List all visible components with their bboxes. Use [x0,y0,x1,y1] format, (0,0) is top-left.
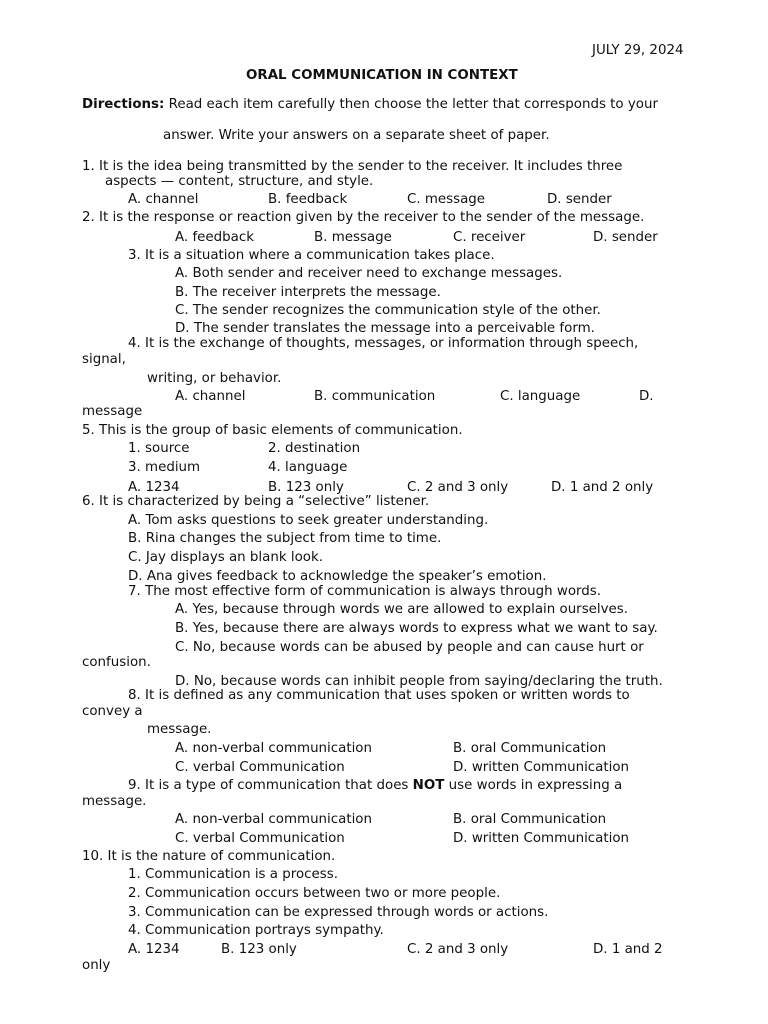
q8-option-b: B. oral Communication [453,741,607,756]
q3-option-c: C. The sender recognizes the communication style of the other. [175,303,601,318]
question-9-text [128,778,622,793]
page-title: ORAL COMMUNICATION IN CONTEXT [246,68,518,83]
q9-option-d: D. written Communication [453,831,630,846]
q10-item-3: 3. Communication can be expressed through words or actions. [128,905,549,920]
q8-option-d: D. written Communication [453,760,630,775]
question-4-text-cont: writing, or behavior. [147,371,282,386]
directions-label: Directions: [82,97,165,112]
q3-option-b: B. The receiver interprets the message. [175,285,441,300]
question-8-text-wrap: convey a [82,704,143,719]
directions-line-1 [82,97,658,112]
q6-option-c: C. Jay displays an blank look. [128,550,323,565]
q10-option-d-wrap: only [82,958,111,973]
q7-option-a: A. Yes, because through words we are allowed to explain ourselves. [175,602,629,617]
q5-item-4: 4. language [268,460,348,475]
q4-option-d-wrap: message [82,404,143,419]
directions-line-2: answer. Write your answers on a separate sheet of paper. [163,128,550,143]
q7-option-b: B. Yes, because there are always words to express what we want to say. [175,621,658,636]
q6-option-d: D. Ana gives feedback to acknowledge the speaker’s emotion. [128,569,547,584]
directions-text: Read each item carefully then choose the letter that corresponds to your [164,97,658,112]
question-9-text-pre: 9. It is a type of communication that does [128,778,413,793]
q4-option-b: B. communication [314,389,436,404]
question-8-text-cont: message. [147,722,212,737]
question-6-text: 6. It is characterized by being a “selective” listener. [82,494,430,509]
q5-option-d: D. 1 and 2 only [551,480,654,495]
q5-item-2: 2. destination [268,441,361,456]
q2-option-b: B. message [314,230,392,245]
q5-item-1: 1. source [128,441,190,456]
question-8-text: 8. It is defined as any communication that uses spoken or written words to [128,688,630,703]
q2-option-c: C. receiver [453,230,526,245]
question-4-text: 4. It is the exchange of thoughts, messages, or information through speech, [128,336,639,351]
question-1-text-cont: aspects — content, structure, and style. [105,174,374,189]
q2-option-a: A. feedback [175,230,254,245]
q9-option-c: C. verbal Communication [175,831,345,846]
q4-option-d: D. [639,389,654,404]
q1-option-d: D. sender [547,192,612,207]
q7-option-c: C. No, because words can be abused by people and can cause hurt or [175,640,644,655]
q5-option-a: A. 1234 [128,480,180,495]
question-1-text: 1. It is the idea being transmitted by the sender to the receiver. It includes three [82,159,623,174]
q3-option-a: A. Both sender and receiver need to exchange messages. [175,266,563,281]
question-7-text: 7. The most effective form of communication is always through words. [128,584,602,599]
q3-option-d: D. The sender translates the message into a perceivable form. [175,321,595,336]
question-5-text: 5. This is the group of basic elements of communication. [82,423,463,438]
question-4-text-wrap: signal, [82,352,126,367]
question-10-text: 10. It is the nature of communication. [82,849,336,864]
q5-item-3: 3. medium [128,460,201,475]
q10-option-c: C. 2 and 3 only [407,942,509,957]
q10-item-4: 4. Communication portrays sympathy. [128,923,384,938]
q6-option-a: A. Tom asks questions to seek greater understanding. [128,513,489,528]
q4-option-c: C. language [500,389,581,404]
q10-option-a: A. 1234 [128,942,180,957]
q10-option-d: D. 1 and 2 [593,942,663,957]
q8-option-a: A. non-verbal communication [175,741,372,756]
q4-option-a: A. channel [175,389,246,404]
q10-option-b: B. 123 only [221,942,297,957]
question-9-text-post: use words in expressing a [444,778,623,793]
q1-option-c: C. message [407,192,486,207]
question-3-text: 3. It is a situation where a communication takes place. [128,248,495,263]
q9-option-b: B. oral Communication [453,812,607,827]
date: JULY 29, 2024 [592,43,684,58]
q10-item-2: 2. Communication occurs between two or more people. [128,886,501,901]
q6-option-b: B. Rina changes the subject from time to time. [128,531,442,546]
q1-option-a: A. channel [128,192,199,207]
question-9-text-wrap: message. [82,794,147,809]
q8-option-c: C. verbal Communication [175,760,345,775]
q5-option-c: C. 2 and 3 only [407,480,509,495]
q2-option-d: D. sender [593,230,658,245]
q5-option-b: B. 123 only [268,480,344,495]
question-2-text: 2. It is the response or reaction given by the receiver to the sender of the message. [82,210,645,225]
question-9-emphasis: NOT [412,778,445,793]
q7-option-c-wrap: confusion. [82,655,151,670]
q9-option-a: A. non-verbal communication [175,812,372,827]
q7-option-d: D. No, because words can inhibit people from saying/declaring the truth. [175,674,663,689]
q1-option-b: B. feedback [268,192,348,207]
q10-item-1: 1. Communication is a process. [128,867,338,882]
